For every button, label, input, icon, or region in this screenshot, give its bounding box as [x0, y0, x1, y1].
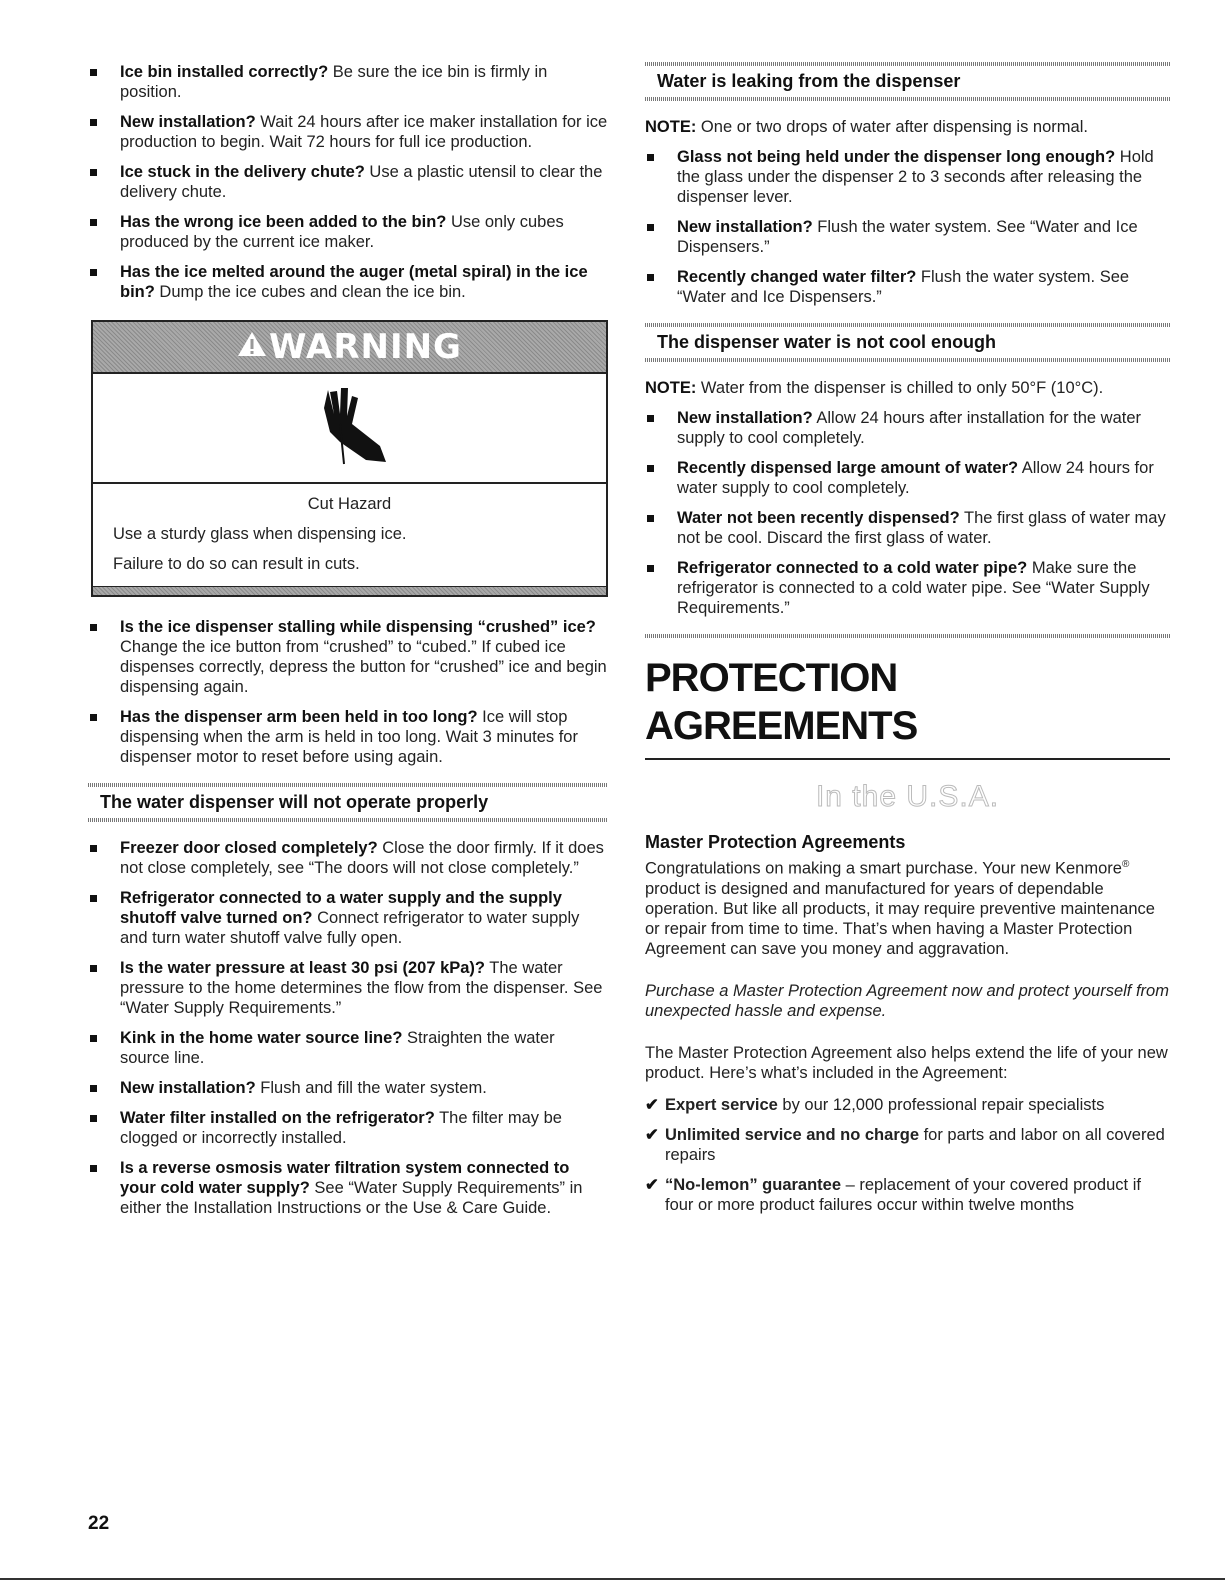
list-item: Glass not being held under the dispenser long enough? Hold the glass under the dispenser 2 to 3 seconds after releasing the dispenser lever.: [645, 147, 1170, 207]
list-item: Recently dispensed large amount of water? Allow 24 hours for water supply to cool completely.: [645, 458, 1170, 498]
region-label: In the U.S.A.: [815, 780, 1000, 813]
right-column: [645, 62, 1170, 1225]
list-item: New installation? Allow 24 hours after installation for the water supply to cool completely.: [645, 408, 1170, 448]
list-item: New installation? Wait 24 hours after ice maker installation for ice production to begin. Wait 72 hours for full ice production.: [88, 112, 608, 152]
warning-line: Use a sturdy glass when dispensing ice.: [113, 525, 407, 543]
list-item: New installation? Flush and fill the water system.: [88, 1078, 608, 1098]
list-item: Water not been recently dispensed? The first glass of water may not be cool. Discard the first glass of water.: [645, 508, 1170, 548]
warning-header: [93, 322, 606, 374]
list-item: Is the water pressure at least 30 psi (207 kPa)? The water pressure to the home determines the flow from the dispenser. See “Water Supply Requirements.”: [88, 958, 608, 1018]
warning-box: [91, 320, 608, 597]
list-item: Has the ice melted around the auger (metal spiral) in the ice bin? Dump the ice cubes and clean the ice bin.: [88, 262, 608, 302]
list-item: Water filter installed on the refrigerator? The filter may be clogged or incorrectly installed.: [88, 1108, 608, 1148]
warning-title: WARNING: [269, 327, 462, 367]
list-item: Kink in the home water source line? Straighten the water source line.: [88, 1028, 608, 1068]
ice-bin-list: [88, 62, 608, 302]
hazard-label: Cut Hazard: [307, 495, 392, 513]
cut-hazard-hand-icon: [310, 384, 390, 473]
list-item: Ice bin installed correctly? Be sure the ice bin is firmly in position.: [88, 62, 608, 102]
list-item: Is a reverse osmosis water filtration system connected to your cold water supply? See “Water Supply Requirements” in either the Installation Instructions or the Use & Care Guide.: [88, 1158, 608, 1218]
master-protection-heading: Master Protection Agreements: [645, 832, 906, 852]
list-item: ✔ Unlimited service and no charge for parts and labor on all covered repairs: [645, 1125, 1165, 1164]
list-item: Has the wrong ice been added to the bin? Use only cubes produced by the current ice maker.: [88, 212, 608, 252]
section-heading: The water dispenser will not operate properly: [88, 777, 608, 828]
checkmark-icon: ✔: [645, 1125, 659, 1144]
cool-water-list: [645, 408, 1170, 618]
list-item: Ice stuck in the delivery chute? Use a plastic utensil to clear the delivery chute.: [88, 162, 608, 202]
list-item: New installation? Flush the water system. See “Water and Ice Dispensers.”: [645, 217, 1170, 257]
page-edge: [0, 1578, 1225, 1580]
section-heading: The dispenser water is not cool enough: [645, 317, 1170, 368]
checkmark-icon: ✔: [645, 1095, 659, 1114]
section-heading: Water is leaking from the dispenser: [645, 56, 1170, 107]
purchase-paragraph: Purchase a Master Protection Agreement now and protect yourself from unexpected hassle and expense.: [645, 981, 1169, 1020]
page-number: 22: [88, 1513, 110, 1534]
list-item: Has the dispenser arm been held in too long? Ice will stop dispensing when the arm is held in too long. Wait 3 minutes for dispenser motor to reset before using again.: [88, 707, 608, 767]
list-item: ✔ “No-lemon” guarantee – replacement of your covered product if four or more product failures occur within twelve months: [645, 1175, 1141, 1214]
protection-title: PROTECTION AGREEMENTS: [645, 656, 918, 748]
list-item: ✔ Expert service by our 12,000 professional repair specialists: [645, 1095, 1105, 1114]
warning-line: Failure to do so can result in cuts.: [113, 555, 360, 573]
checkmark-icon: ✔: [645, 1175, 659, 1194]
list-item: Refrigerator connected to a cold water pipe? Make sure the refrigerator is connected to a cold water pipe. See “Water Supply Requirements.”: [645, 558, 1170, 618]
note: NOTE: Water from the dispenser is chilled to only 50°F (10°C).: [645, 379, 1104, 397]
list-item: Freezer door closed completely? Close the door firmly. If it does not close completely, see “The doors will not close completely.”: [88, 838, 608, 878]
note: NOTE: One or two drops of water after dispensing is normal.: [645, 118, 1088, 136]
list-item: Is the ice dispenser stalling while dispensing “crushed” ice? Change the ice button from “crushed” to “cubed.” If cubed ice dispenses correctly, depress the button for “crushed” ice and begin dispensing again.: [88, 617, 608, 697]
left-column: [88, 62, 608, 1228]
list-item: Recently changed water filter? Flush the water system. See “Water and Ice Dispensers.”: [645, 267, 1170, 307]
intro-paragraph: Congratulations on making a smart purchase. Your new Kenmore® product is designed and manufactured for years of dependable operation. But like all products, it may require preventive maintenance or repair from time to time. That’s when having a Master Protection Agreement can save you money and aggravation.: [645, 859, 1155, 958]
leak-list: [645, 147, 1170, 307]
warning-triangle-icon: [237, 327, 267, 367]
dispenser-ice-list: [88, 617, 608, 767]
list-item: Refrigerator connected to a water supply and the supply shutoff valve turned on? Connect refrigerator to water supply and turn water shutoff valve fully open.: [88, 888, 608, 948]
benefits-list: [645, 1095, 1170, 1215]
agreement-paragraph: The Master Protection Agreement also helps extend the life of your new product. Here’s what’s included in the Agreement:: [645, 1043, 1168, 1082]
water-dispenser-list: [88, 838, 608, 1218]
